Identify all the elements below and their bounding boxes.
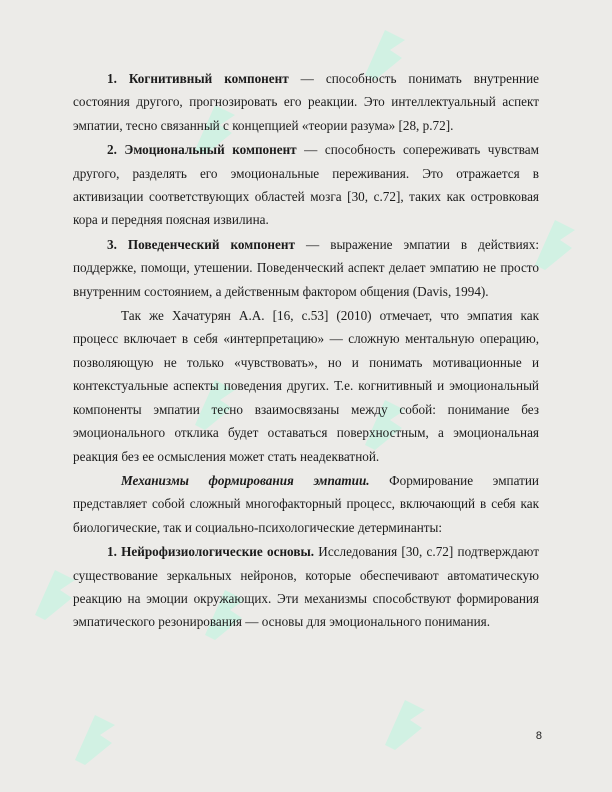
- paragraph-neurophysiology: [73, 540, 539, 634]
- paragraph-text: — выражение эмпатии в действиях: поддержке, помощи, утешении. Поведенческий аспект делает эмпатию не просто внутренним состоянием, а действенным фактором общения (Davis, 1994).: [73, 236, 540, 299]
- page-number: 8: [535, 730, 542, 742]
- heading-cognitive: 1. Когнитивный компонент: [107, 71, 289, 86]
- heading-neurophysiology: 1. Нейрофизиологические основы.: [107, 544, 315, 560]
- paragraph-cognitive-component: [73, 67, 539, 137]
- paragraph-emotional-component: [73, 138, 539, 232]
- paragraph-text: Исследования [30, с.72] подтверждают существование зеркальных нейронов, которые обеспечивают автоматическую реакцию на эмоции окружающих. Эти механизмы способствуют формирования эмпатического резонирования — основы для эмоционального понимания.: [73, 544, 539, 630]
- heading-mechanisms: Механизмы формирования эмпатии.: [121, 472, 370, 488]
- paragraph-text: — способность сопереживать чувствам другого, разделять его эмоциональные переживания. Это отражается в активизации соответствующих областей мозга [30, с.72], таких как островковая кора и передняя поясная извилина.: [73, 142, 539, 228]
- heading-emotional: 2. Эмоциональный компонент: [107, 142, 297, 158]
- paragraph-behavioral-component: [73, 233, 539, 303]
- heading-behavioral: 3. Поведенческий компонент: [107, 236, 295, 252]
- paragraph-khachaturyan: [73, 304, 539, 468]
- paragraph-mechanisms: [73, 469, 539, 539]
- paragraph-text: Так же Хачатурян А.А. [16, с.53] (2010) отмечает, что эмпатия как процесс включает в себя «интерпретацию» — сложную ментальную операцию, позволяющую не только «чувствовать», но и понимать мотивационные и контекстуальные аспекты поведения других. Т.е. когнитивный и эмоциональный компоненты эмпатии тесно взаимосвязаны между собой: понимание без эмоционального отклика будет оставаться поверхностным, а эмоциональная реакция без ее осмысления может стать неадекватной.: [73, 308, 539, 464]
- paragraph-text: Формирование эмпатии представляет собой сложный многофакторный процесс, включающий в себя как биологические, так и социально-психологические детерминанты:: [73, 472, 539, 535]
- paragraph-text: — способность понимать внутренние состояния другого, прогнозировать его реакции. Это интеллектуальный аспект эмпатии, тесно связанный с концепцией «теории разума» [28, p.72].: [73, 71, 540, 133]
